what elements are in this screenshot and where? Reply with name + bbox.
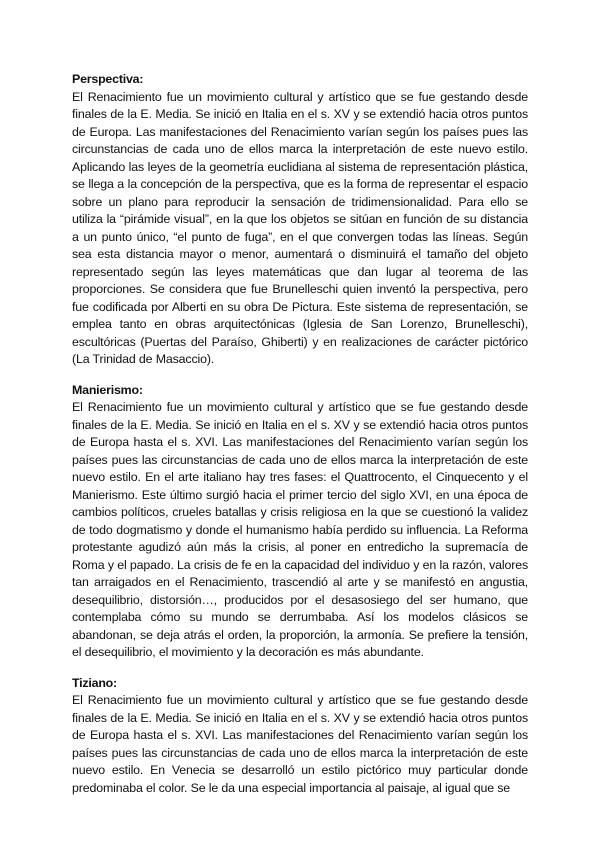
- section-paragraph: El Renacimiento fue un movimiento cultural y artístico que se fue gestando desde finales de la E. Media. Se inició en Italia en el s. XV y se extendió hacia otros puntos de Europa. Las manifestaciones del Renacimiento varían según los países pues las circunstancias de cada uno de ellos marca la interpretación de este nuevo estilo. Aplicando las leyes de la geometría euclidiana al sistema de representación plástica, se llega a la concepción de la perspectiva, que es la forma de representar el espacio sobre un plano para reproducir la sensación de tridimensionalidad. Para ello se utiliza la “pirámide visual”, en la que los objetos se sitúan en función de su distancia a un punto único, “el punto de fuga”, en el que convergen todas las líneas. Según sea esta distancia mayor o menor, aumentará o disminuirá el tamaño del objeto representado según las leyes matemáticas que dan lugar al teorema de las proporciones. Se considera que fue Brunelleschi quien inventó la perspectiva, pero fue codificada por Alberti en su obra De Pictura. Este sistema de representación, se emplea tanto en obras arquitectónicas (Iglesia de San Lorenzo, Brunelleschi), escultóricas (Puertas del Paraíso, Ghiberti) y en realizaciones de carácter pictórico (La Trinidad de Masaccio).: [72, 89, 528, 366]
- document-page: [72, 71, 528, 841]
- section-paragraph: El Renacimiento fue un movimiento cultural y artístico que se fue gestando desde finales de la E. Media. Se inició en Italia en el s. XV y se extendió hacia otros puntos de Europa hasta el s. XVI. Las manifestaciones del Renacimiento varían según los países pues las circunstancias de cada uno de ellos marca la interpretación de este nuevo estilo. En el arte italiano hay tres fases: el Quattrocento, el Cinquecento y el Manierismo. Este último surgió hacia el primer tercio del siglo XVI, en una época de cambios políticos, crueles batallas y crisis religiosa en la que se cuestionó la validez de todo dogmatismo y donde el humanismo había perdido su influencia. La Reforma protestante agudizó aún más la crisis, al poner en entredicho la supremacía de Roma y el papado. La crisis de fe en la capacidad del individuo y en la razón, valores tan arraigados en el Renacimiento, trascendió al arte y se manifestó en angustia, desequilibrio, distorsión…, producidos por el desasosiego del ser humano, que contemplaba cómo su mundo se derrumbaba. Así los modelos clásicos se abandonan, se deja atrás el orden, la proporción, la armonía. Se prefiere la tensión, el desequilibrio, el movimiento y la decoración es más abundante.: [72, 400, 528, 659]
- section-heading: Tiziano:: [72, 675, 117, 690]
- section-heading: Manierismo:: [72, 382, 143, 397]
- section-tiziano: [72, 675, 528, 798]
- section-manierismo: [72, 382, 528, 662]
- section-perspectiva: [72, 71, 528, 369]
- section-heading: Perspectiva:: [72, 72, 144, 86]
- section-paragraph: El Renacimiento fue un movimiento cultural y artístico que se fue gestando desde finales de la E. Media. Se inició en Italia en el s. XV y se extendió hacia otros puntos de Europa hasta el s. XVI. Las manifestaciones del Renacimiento varían según los países pues las circunstancias de cada uno de ellos marca la interpretación de este nuevo estilo. En Venecia se desarrolló un estilo pictórico muy particular donde predominaba el color. Se le da una especial importancia al paisaje, al igual que se: [72, 693, 528, 795]
